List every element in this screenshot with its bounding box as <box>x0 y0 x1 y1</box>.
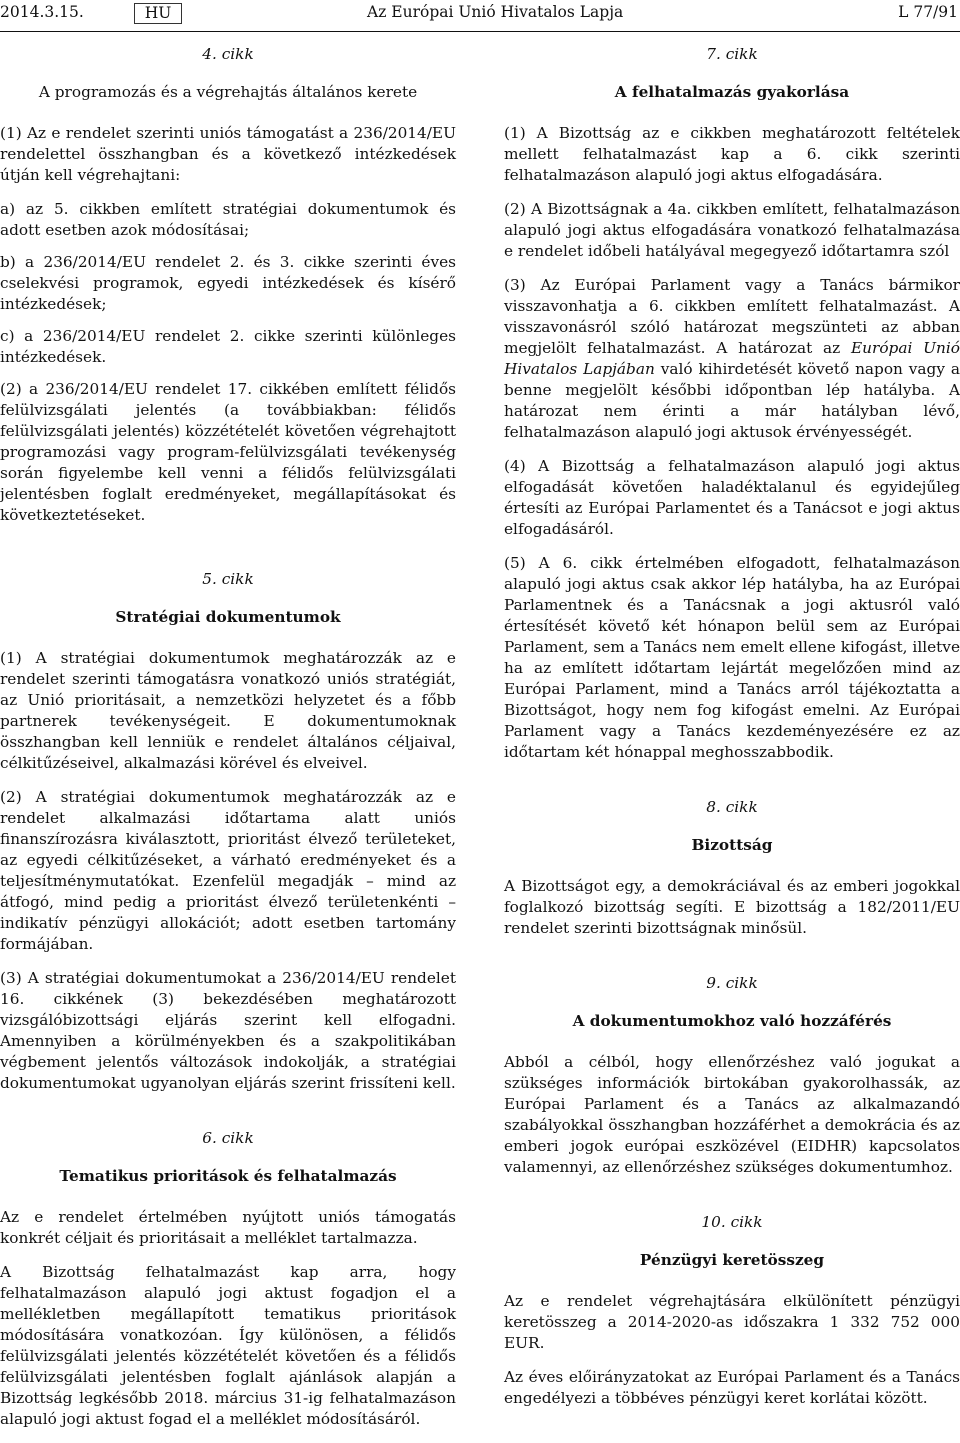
article-7-paragraph-3 <box>504 275 960 443</box>
header-page-number: L 77/91 <box>898 3 958 21</box>
article-10-paragraph-1: Az e rendelet végrehajtására elkülönített pénzügyi keretösszeg a 2014-2020-as időszakra 1 332 752 000 EUR. <box>504 1292 960 1352</box>
article-9-paragraph-1: Abból a célból, hogy ellenőrzéshez való jogukat a szükséges információk birtokában gyakorolhassák, az Európai Parlament és a Tanács az alkalmazandó szabályokkal összhangban hozzáférhet a demokrácia és az emberi jogok európai eszközével (EIDHR) kapcsolatos valamennyi, az ellenőrzéshez szükséges dokumentumhoz. <box>504 1053 960 1176</box>
article-8-number: 8. cikk <box>706 798 758 816</box>
journal-reference: Európai Unió Hivatalos Lapjában <box>504 339 960 378</box>
article-4-paragraph-1: (1) Az e rendelet szerinti uniós támogatást a 236/2014/EU rendelettel összhangban és a következő intézkedések útján kell végrehajtani: <box>0 124 456 184</box>
article-8-paragraph-1: A Bizottságot egy, a demokráciával és az emberi jogokkal foglalkozó bizottság segíti. E bizottság a 182/2011/EU rendelet szerinti bizottságnak minősül. <box>504 877 960 937</box>
article-4-item-b: b) a 236/2014/EU rendelet 2. és 3. cikke szerinti éves cselekvési programok, egyedi intézkedések és kísérő intézkedések; <box>0 253 456 313</box>
article-7-paragraph-5: (5) A 6. cikk értelmében elfogadott, felhatalmazáson alapuló jogi aktus csak akkor lép hatályba, ha az Európai Parlamentnek és a Tanácsnak a jogi aktusról való értesítését követő két hónapon belül sem az Európai Parlament, sem a Tanács nem emelt ellene kifogást, illetve ha az említett időtartam lejártát megelőzően mind az Európai Parlament, mind a Tanács arról tájékoztatta a Bizottságot, hogy nem fog kifogást emelni. Az Európai Parlament vagy a Tanács kezdeményezésére ez az időtartam két hónappal meghosszabbodik. <box>504 554 960 761</box>
header-language-badge: HU <box>134 3 182 24</box>
article-5-paragraph-2: (2) A stratégiai dokumentumok meghatározzák az e rendelet alkalmazási időtartama alatt uniós finanszírozásra kiválasztott, prioritást élvező területeket, az egyedi célkitűzéseket, a várható eredményeket és a teljesítménymutatókat. Ezenfelül megadják – mind az átfogó, mind pedig a prioritást élvező területenkénti – indikatív pénzügyi allokációt; adott esetben tartomány formájában. <box>0 788 456 953</box>
article-9-title: A dokumentumokhoz való hozzáférés <box>572 1012 892 1030</box>
page-header <box>0 0 960 28</box>
header-journal-title: Az Európai Unió Hivatalos Lapja <box>367 3 624 21</box>
article-6-title: Tematikus prioritások és felhatalmazás <box>59 1167 397 1185</box>
article-7-number: 7. cikk <box>706 45 758 63</box>
article-6-paragraph-1: Az e rendelet értelmében nyújtott uniós támogatás konkrét céljait és prioritásait a melléklet tartalmazza. <box>0 1208 456 1247</box>
header-date: 2014.3.15. <box>0 3 84 21</box>
left-column <box>0 44 456 1443</box>
article-9-number: 9. cikk <box>706 974 758 992</box>
article-10-number: 10. cikk <box>701 1213 763 1231</box>
article-8-title: Bizottság <box>691 836 773 854</box>
article-4-item-c: c) a 236/2014/EU rendelet 2. cikke szerinti különleges intézkedések. <box>0 327 456 366</box>
article-5-title: Stratégiai dokumentumok <box>115 608 341 626</box>
article-10-paragraph-2: Az éves előirányzatokat az Európai Parlament és a Tanács engedélyezi a többéves pénzügyi keret korlátai között. <box>504 1368 960 1407</box>
article-5-paragraph-3: (3) A stratégiai dokumentumokat a 236/2014/EU rendelet 16. cikkének (3) bekezdésében meghatározott vizsgálóbizottsági eljárás szerint kell elfogadni. Amennyiben a körülményekben és a szakpolitikában végbement jelentős változások indokolják, a stratégiai dokumentumokat ugyanolyan eljárás szerint frissíteni kell. <box>0 969 456 1092</box>
article-4-number: 4. cikk <box>202 45 254 63</box>
article-7-paragraph-4: (4) A Bizottság a felhatalmazáson alapuló jogi aktus elfogadását követően haladéktalanul és egyidejűleg értesíti az Európai Parlamentet és a Tanácsot e jogi aktus elfogadásáról. <box>504 457 960 538</box>
article-7-title: A felhatalmazás gyakorlása <box>614 83 850 101</box>
article-7-paragraph-2: (2) A Bizottságnak a 4a. cikkben említett, felhatalmazáson alapuló jogi aktus elfogadására vonatkozó felhatalmazása e rendelet időbeli hatályával megegyező időtartamra szól <box>504 200 960 260</box>
article-10-title: Pénzügyi keretösszeg <box>639 1251 825 1269</box>
article-6-number: 6. cikk <box>202 1129 254 1147</box>
article-5-paragraph-1: (1) A stratégiai dokumentumok meghatározzák az e rendelet szerinti támogatásra vonatkozó uniós stratégiát, az Unió prioritásait, a nemzetközi helyzetet és a főbb partnerek tevékenységeit. E dokumentumoknak összhangban kell lenniük e rendelet általános céljaival, célkitűzéseivel, alkalmazási körével és elveivel. <box>0 649 456 772</box>
article-7-paragraph-3-end: való kihirdetését követő napon vagy a benne megjelölt későbbi időpontban lép hatályba. A határozat nem érinti a már hatályban lévő, felhatalmazáson alapuló jogi aktusok érvényességét. <box>504 360 960 441</box>
header-rule <box>0 31 960 32</box>
article-4-title: A programozás és a végrehajtás általános kerete <box>38 83 418 101</box>
article-5-number: 5. cikk <box>202 570 254 588</box>
article-4-item-a: a) az 5. cikkben említett stratégiai dokumentumok és adott esetben azok módosításai; <box>0 200 456 239</box>
article-4-paragraph-2: (2) a 236/2014/EU rendelet 17. cikkében említett félidős felülvizsgálati jelentés (a továbbiakban: félidős felülvizsgálati jelentés) közzétételét követően végrehajtott programozási vagy program-felülvizsgálati tevékenység során figyelembe kell venni a félidős felülvizsgálati jelentésben foglalt eredményeket, megállapításokat és következtetéseket. <box>0 380 456 524</box>
right-column <box>504 44 960 1422</box>
article-7-paragraph-3-start: (3) Az Európai Parlament vagy a Tanács bármikor visszavonhatja a 6. cikkben említett felhatalmazást. A visszavonásról szóló határozat megszünteti az abban megjelölt felhatalmazást. A határozat az <box>504 276 960 357</box>
article-6-paragraph-2: A Bizottság felhatalmazást kap arra, hogy felhatalmazáson alapuló jogi aktust fogadjon el a mellékletben megállapított tematikus prioritások módosítására vonatkozóan. Így különösen, a félidős felülvizsgálati jelentés közzétételét követően és a félidős felülvizsgálati jelentésben foglalt ajánlások alapján a Bizottság legkésőbb 2018. március 31-ig felhatalmazáson alapuló jogi aktust fogad el a melléklet módosításáról. <box>0 1263 456 1428</box>
article-7-paragraph-1: (1) A Bizottság az e cikkben meghatározott feltételek mellett felhatalmazást kap a 6. cikk szerinti felhatalmazáson alapuló jogi aktus elfogadására. <box>504 124 960 184</box>
